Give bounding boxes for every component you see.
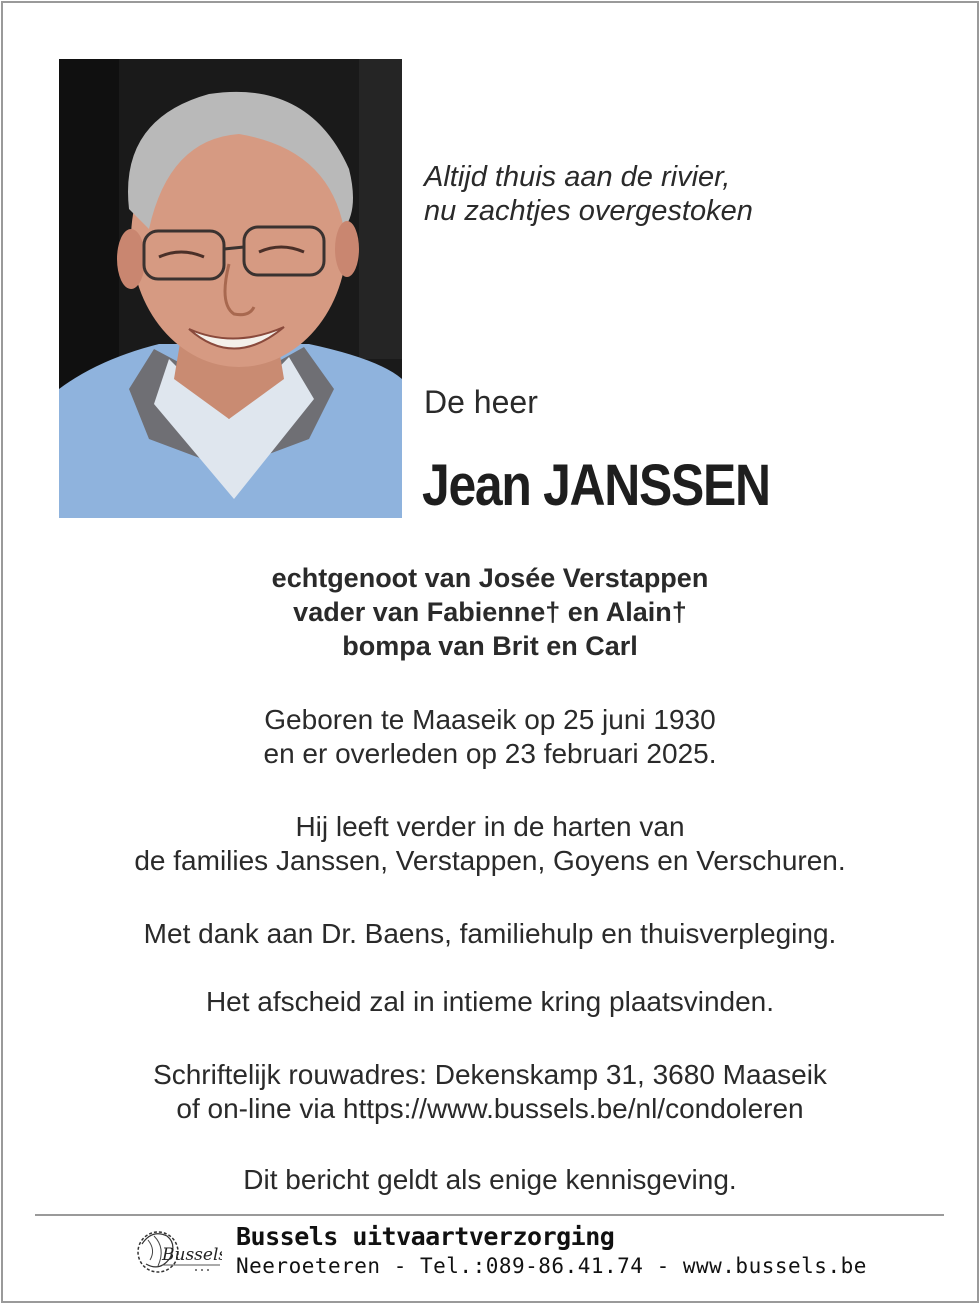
birth-death-info (0, 703, 980, 771)
relation-children: vader van Fabienne† en Alain† (293, 597, 687, 627)
deceased-name: Jean JANSSEN (422, 453, 770, 518)
quote-line-2: nu zachtjes overgestoken (424, 195, 753, 227)
remembrance-text (0, 810, 980, 878)
family-relations (0, 561, 980, 663)
notice-line: Dit bericht geldt als enige kennisgeving. (243, 1164, 737, 1195)
notice-text (0, 1163, 980, 1197)
remembrance-line-2: de families Janssen, Verstappen, Goyens en Verschuren. (134, 845, 846, 876)
logo-wordmark: Bussels (162, 1245, 222, 1265)
death-line: en er overleden op 23 februari 2025. (263, 738, 717, 769)
birth-line: Geboren te Maaseik op 25 juni 1930 (264, 704, 716, 735)
online-condolence-line: of on-line via https://www.bussels.be/nl/condoleren (176, 1093, 804, 1124)
relation-spouse: echtgenoot van Josée Verstappen (271, 563, 709, 593)
condolence-address (0, 1058, 980, 1126)
bussels-logo (132, 1224, 222, 1280)
portrait-photo (59, 59, 402, 518)
footer-divider (35, 1214, 944, 1216)
farewell-text (0, 985, 980, 1019)
address-line: Schriftelijk rouwadres: Dekenskamp 31, 3680 Maaseik (153, 1059, 827, 1090)
quote-line-1: Altijd thuis aan de rivier, (424, 161, 731, 193)
relation-grandchildren: bompa van Brit en Carl (342, 631, 638, 661)
funeral-home-footer (236, 1222, 867, 1280)
honorific: De heer (424, 384, 538, 420)
company-contact: Neeroeteren - Tel.:089-86.41.74 - www.bussels.be (236, 1254, 867, 1278)
company-name: Bussels uitvaartverzorging (236, 1222, 615, 1251)
memorial-quote (424, 160, 944, 228)
thanks-line: Met dank aan Dr. Baens, familiehulp en thuisverpleging. (143, 918, 837, 949)
remembrance-line-1: Hij leeft verder in de harten van (295, 811, 685, 842)
thanks-text (0, 917, 980, 951)
farewell-line: Het afscheid zal in intieme kring plaatsvinden. (205, 986, 775, 1017)
